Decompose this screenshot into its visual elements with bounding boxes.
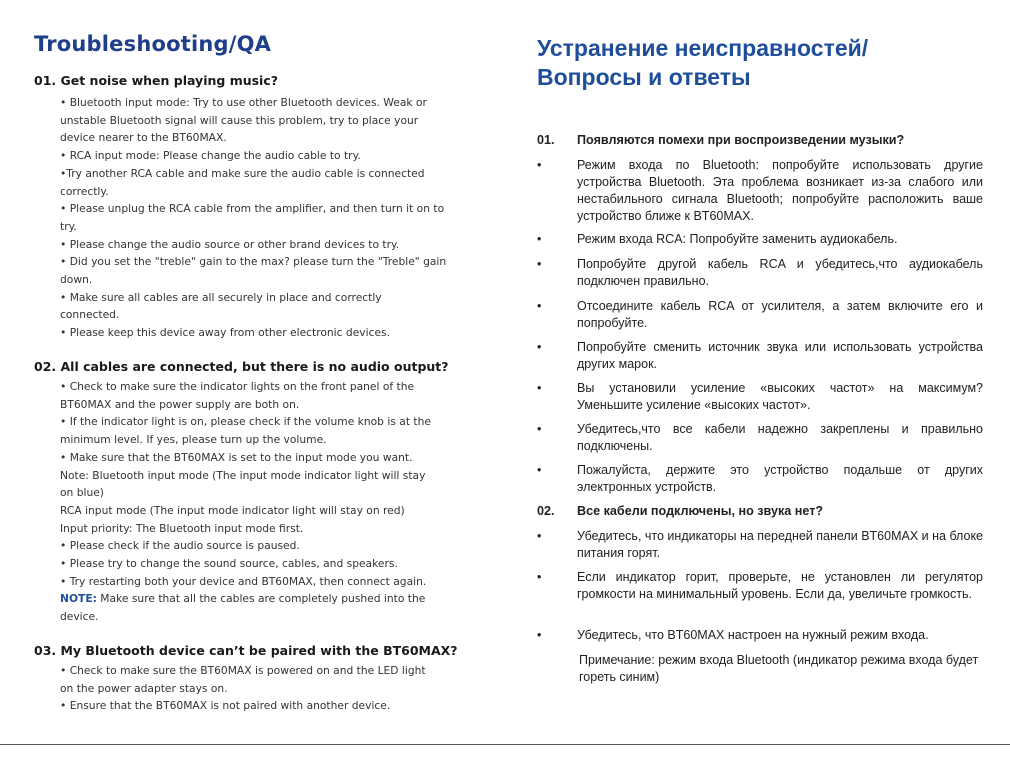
list-item [537, 298, 983, 332]
list-item-text: Если индикатор горит, проверьте, не установлен ли регулятор громкости на минимальный уровень. Если да, увеличьте громкость. [577, 570, 983, 601]
page-title-ru: Устранение неисправностей/Вопросы и ответы [537, 35, 869, 90]
question-2-title-en: 02. All cables are connected, but there is no audio output? [34, 359, 449, 374]
answer-line: • If the indicator light is on, please check if the volume knob is at the [60, 415, 431, 429]
list-item-text: Режим входа RCA: Попробуйте заменить аудиокабель. [577, 232, 898, 246]
note-line-en [60, 590, 480, 608]
answer-line: • Check to make sure the BT60MAX is powered on and the LED light [60, 664, 426, 677]
answer-line: on the power adapter stays on. [60, 681, 228, 695]
list-item-text: Убедитесь, что BT60MAX настроен на нужный режим входа. [577, 628, 929, 642]
answer-line: • Make sure all cables are all securely in place and correctly [60, 290, 382, 304]
bullet-icon: • [537, 463, 542, 477]
answer-line: • Try restarting both your device and BT60MAX, then connect again. [60, 574, 427, 588]
list-item [537, 339, 983, 373]
question-1-answer-en [60, 94, 480, 342]
question-2-title-ru [537, 504, 983, 518]
note-text: Make sure that all the cables are completely pushed into the [96, 592, 426, 606]
answer-line: minimum level. If yes, please turn up the volume. [60, 433, 327, 447]
answer-line: • Bluetooth input mode: Try to use other Bluetooth devices. Weak or [60, 96, 427, 109]
bottom-divider [0, 744, 1010, 745]
bullet-icon: • [537, 570, 542, 584]
answer-line: • Make sure that the BT60MAX is set to the input mode you want. [60, 450, 413, 464]
answer-line: Input priority: The Bluetooth input mode first. [60, 521, 304, 535]
list-item-text: Отсоедините кабель RCA от усилителя, а затем включите его и попробуйте. [577, 299, 983, 330]
answer-line: • Please unplug the RCA cable from the amplifier, and then turn it on to [60, 202, 445, 216]
note-label: NOTE: [60, 592, 97, 606]
answer-line: device nearer to the BT60MAX. [60, 131, 227, 145]
bullet-icon: • [537, 628, 542, 642]
answer-line: • RCA input mode: Please change the audio cable to try. [60, 149, 361, 163]
list-item [537, 380, 983, 414]
bullet-icon: • [537, 381, 542, 395]
answer-line: • Please try to change the sound source, cables, and speakers. [60, 557, 398, 571]
question-3-title-en: 03. My Bluetooth device can’t be paired with the BT60MAX? [34, 643, 458, 658]
answer-line: on blue) [60, 486, 104, 500]
bullet-icon: • [537, 158, 542, 172]
list-item [537, 231, 983, 248]
question-number: 01. [537, 133, 555, 147]
answer-line: try. [60, 219, 77, 233]
answer-line: unstable Bluetooth signal will cause this problem, try to place your [60, 113, 419, 127]
answer-line: •Try another RCA cable and make sure the audio cable is connected [60, 166, 425, 180]
answer-line: BT60MAX and the power supply are both on. [60, 397, 300, 411]
note-continuation: device. [60, 610, 99, 624]
answer-line: Note: Bluetooth input mode (The input mode indicator light will stay [60, 468, 426, 482]
list-item [537, 627, 983, 644]
bullet-icon: • [537, 529, 542, 543]
answer-line: • Please keep this device away from other electronic devices. [60, 326, 390, 340]
question-number: 02. [537, 504, 555, 518]
answer-line: • Ensure that the BT60MAX is not paired with another device. [60, 699, 391, 713]
question-text: Появляются помехи при воспроизведении музыки? [577, 133, 905, 147]
list-item-text: Вы установили усиление «высоких частот» на максимум? Уменьшите усиление «высоких частот». [577, 381, 983, 412]
bullet-icon: • [537, 340, 542, 354]
question-2-answer-en [60, 378, 480, 626]
list-item-text: Убедитесь,что все кабели надежно закреплены и правильно подключены. [577, 422, 983, 453]
list-item-text: Режим входа по Bluetooth: попробуйте использовать другие устройства Bluetooth. Эта проблема возникает из-за слабого или нестабильного сигнала Bluetooth; попробуйте расположить ваше устройство ближе к BT60MAX. [577, 158, 983, 223]
answer-line: • Please change the audio source or other brand devices to try. [60, 237, 400, 251]
answer-line: correctly. [60, 184, 109, 198]
question-1-title-en: 01. Get noise when playing music? [34, 73, 279, 88]
question-1-title-ru [537, 133, 983, 147]
answer-line: • Please check if the audio source is paused. [60, 539, 300, 553]
list-item [537, 157, 983, 225]
answer-line: connected. [60, 308, 120, 322]
list-item-text: Попробуйте сменить источник звука или использовать устройства других марок. [577, 340, 983, 371]
question-text: Все кабели подключены, но звука нет? [577, 504, 824, 518]
list-item [537, 528, 983, 562]
page-title-en: Troubleshooting/QA [34, 32, 272, 56]
list-item [537, 256, 983, 290]
answer-line: • Check to make sure the indicator lights on the front panel of the [60, 380, 415, 393]
question-3-answer-en [60, 662, 480, 715]
list-item-text: Убедитесь, что индикаторы на передней панели BT60MAX и на блоке питания горят. [577, 529, 983, 560]
list-item-text: Пожалуйста, держите это устройство подальше от других электронных устройств. [577, 463, 983, 494]
list-item [537, 462, 983, 496]
bullet-icon: • [537, 257, 542, 271]
list-item-text: Попробуйте другой кабель RCA и убедитесь,что аудиокабель подключен правильно. [577, 257, 983, 288]
note-ru: Примечание: режим входа Bluetooth (индикатор режима входа будет гореть синим) [579, 653, 979, 684]
answer-line: RCA input mode (The input mode indicator light will stay on red) [60, 503, 405, 517]
list-item [537, 421, 983, 455]
bullet-icon: • [537, 299, 542, 313]
answer-line: • Did you set the "treble" gain to the max? please turn the "Treble" gain [60, 255, 447, 269]
answer-line: down. [60, 273, 93, 287]
list-item [537, 569, 983, 603]
bullet-icon: • [537, 422, 542, 436]
bullet-icon: • [537, 232, 542, 246]
